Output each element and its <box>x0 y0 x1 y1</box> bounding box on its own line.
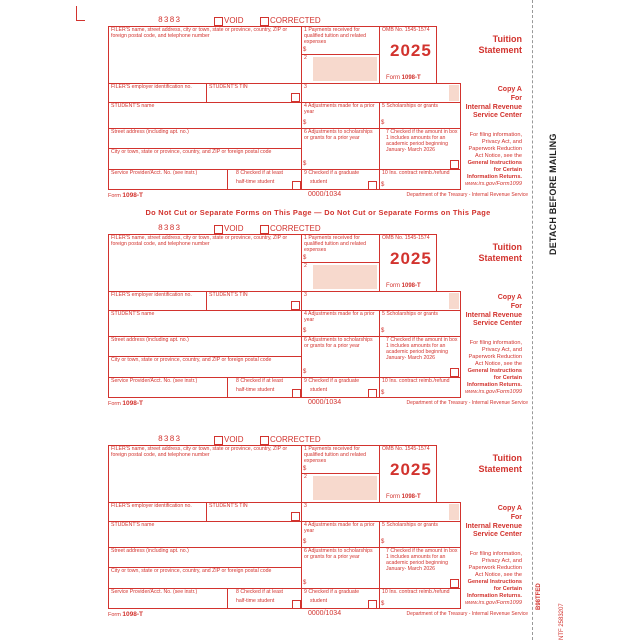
box8-checkbox[interactable] <box>292 389 301 398</box>
student-tin-field[interactable]: STUDENT'S TIN <box>206 502 302 522</box>
box9-graduate: 9 Checked if a graduate student <box>301 588 380 609</box>
perforation-line <box>532 0 533 640</box>
filing-notes: For filing information, Privacy Act, and Paperwork Reduction Act Notice, see the General Instructions for Certain Information Returns. www.irs.gov/Form1099 <box>465 340 522 395</box>
student-name-field[interactable]: STUDENT'S name <box>108 102 302 129</box>
box7-checkbox[interactable] <box>450 160 459 169</box>
box2-field[interactable]: 2 <box>301 473 380 503</box>
box9-graduate: 9 Checked if a graduate student <box>301 377 380 398</box>
form-grid <box>108 234 528 408</box>
box5-scholarships[interactable]: 5 Scholarships or grants $ <box>379 310 461 337</box>
corrected-checkbox[interactable] <box>260 436 269 445</box>
filer-name-field[interactable]: FILER'S name, street address, city or town, state or province, country, ZIP or foreign postal code, and telephone number <box>108 445 302 503</box>
filer-ein-field[interactable]: FILER'S employer identification no. <box>108 291 207 311</box>
void-checkbox[interactable] <box>214 436 223 445</box>
filing-notes: For filing information, Privacy Act, and Paperwork Reduction Act Notice, see the General Instructions for Certain Information Returns. www.irs.gov/Form1099 <box>465 132 522 187</box>
department-text: Department of the Treasury - Internal Revenue Service <box>406 400 528 406</box>
box2-field[interactable]: 2 <box>301 262 380 292</box>
tin-checkbox[interactable] <box>291 512 300 521</box>
year-suffix: 25 <box>410 41 432 60</box>
void-label: VOID <box>224 16 244 25</box>
year-suffix: 25 <box>410 460 432 479</box>
form-copy-3 <box>108 435 528 625</box>
form-header <box>108 16 358 26</box>
form-title: Tuition Statement <box>478 34 522 55</box>
copy-a-label: Copy A For Internal Revenue Service Center <box>465 86 522 120</box>
street-address-field[interactable]: Street address (including apt. no.) <box>108 547 302 568</box>
box8-half-time: 8 Checked if at least half-time student <box>227 588 302 609</box>
form-grid <box>108 445 528 619</box>
tin-checkbox[interactable] <box>291 301 300 310</box>
filer-name-field[interactable]: FILER'S name, street address, city or town, state or province, country, ZIP or foreign postal code, and telephone number <box>108 234 302 292</box>
box8-half-time: 8 Checked if at least half-time student <box>227 377 302 398</box>
corrected-label: CORRECTED <box>270 224 321 233</box>
city-state-field[interactable]: City or town, state or province, country, and ZIP or foreign postal code <box>108 356 302 378</box>
box8-checkbox[interactable] <box>292 181 301 190</box>
box1-payments[interactable]: 1 Payments received for qualified tuition and related expenses $ <box>301 234 380 263</box>
tin-checkbox[interactable] <box>291 93 300 102</box>
service-provider-field[interactable]: Service Provider/Acct. No. (see instr.) <box>108 169 228 190</box>
catalog-number: 0000/1034 <box>308 399 342 406</box>
filer-ein-field[interactable]: FILER'S employer identification no. <box>108 502 207 522</box>
box9-graduate: 9 Checked if a graduate student <box>301 169 380 190</box>
box9-checkbox[interactable] <box>368 600 377 609</box>
box6-adjustments[interactable]: 6 Adjustments to scholarships or grants for a prior year $ <box>301 547 380 589</box>
form-header <box>108 435 358 445</box>
copy-a-label: Copy A For Internal Revenue Service Center <box>465 294 522 328</box>
filing-notes: For filing information, Privacy Act, and Paperwork Reduction Act Notice, see the General Instructions for Certain Information Returns. www.irs.gov/Form1099 <box>465 551 522 606</box>
department-text: Department of the Treasury - Internal Revenue Service <box>406 611 528 617</box>
side-code: NTF 2583207 <box>559 603 565 640</box>
box7-academic-period: 7 Checked if the amount in box 1 includes amounts for an academic period beginning January- March 2026 <box>379 547 461 589</box>
corrected-checkbox[interactable] <box>260 17 269 26</box>
box2-field[interactable]: 2 <box>301 54 380 84</box>
box8-half-time: 8 Checked if at least half-time student <box>227 169 302 190</box>
box4-adjustments[interactable]: 4 Adjustments made for a prior year $ <box>301 102 380 129</box>
box6-adjustments[interactable]: 6 Adjustments to scholarships or grants for a prior year $ <box>301 336 380 378</box>
form-title: Tuition Statement <box>478 242 522 263</box>
student-tin-field[interactable]: STUDENT'S TIN <box>206 291 302 311</box>
detach-instruction: DETACH BEFORE MAILING <box>548 133 558 255</box>
year-prefix: 20 <box>390 249 411 268</box>
box3-field: 3 <box>301 83 461 103</box>
street-address-field[interactable]: Street address (including apt. no.) <box>108 128 302 149</box>
box4-adjustments[interactable]: 4 Adjustments made for a prior year $ <box>301 310 380 337</box>
box4-adjustments[interactable]: 4 Adjustments made for a prior year $ <box>301 521 380 548</box>
box1-payments[interactable]: 1 Payments received for qualified tuition and related expenses $ <box>301 445 380 474</box>
filer-ein-field[interactable]: FILER'S employer identification no. <box>108 83 207 103</box>
side-code-bold: B98TFED <box>536 583 542 610</box>
box1-payments[interactable]: 1 Payments received for qualified tuition and related expenses $ <box>301 26 380 55</box>
box5-scholarships[interactable]: 5 Scholarships or grants $ <box>379 102 461 129</box>
void-label: VOID <box>224 224 244 233</box>
omb-year-box: OMB No. 1545-1574 2025 Form 1098-T <box>379 26 437 84</box>
omb-year-box: OMB No. 1545-1574 2025 Form 1098-T <box>379 234 437 292</box>
form-copy-1 <box>108 16 528 206</box>
box5-scholarships[interactable]: 5 Scholarships or grants $ <box>379 521 461 548</box>
catalog-number: 0000/1034 <box>308 191 342 198</box>
street-address-field[interactable]: Street address (including apt. no.) <box>108 336 302 357</box>
omb-year-box: OMB No. 1545-1574 2025 Form 1098-T <box>379 445 437 503</box>
box7-checkbox[interactable] <box>450 579 459 588</box>
form-code: 8383 <box>158 435 182 444</box>
box10-refund[interactable]: 10 Ins. contract reimb./refund $ <box>379 588 461 609</box>
box7-academic-period: 7 Checked if the amount in box 1 includes amounts for an academic period beginning January- March 2026 <box>379 336 461 378</box>
box10-refund[interactable]: 10 Ins. contract reimb./refund $ <box>379 169 461 190</box>
student-name-field[interactable]: STUDENT'S name <box>108 521 302 548</box>
catalog-number: 0000/1034 <box>308 610 342 617</box>
box10-refund[interactable]: 10 Ins. contract reimb./refund $ <box>379 377 461 398</box>
form-copy-2 <box>108 224 528 414</box>
corrected-label: CORRECTED <box>270 16 321 25</box>
no-cut-warning: Do Not Cut or Separate Forms on This Page — Do Not Cut or Separate Forms on This Page <box>145 208 491 217</box>
city-state-field[interactable]: City or town, state or province, country, and ZIP or foreign postal code <box>108 567 302 589</box>
form-header <box>108 224 358 234</box>
box7-checkbox[interactable] <box>450 368 459 377</box>
corrected-label: CORRECTED <box>270 435 321 444</box>
service-provider-field[interactable]: Service Provider/Acct. No. (see instr.) <box>108 377 228 398</box>
copy-a-label: Copy A For Internal Revenue Service Center <box>465 505 522 539</box>
crop-mark <box>76 6 85 21</box>
box7-academic-period: 7 Checked if the amount in box 1 includes amounts for an academic period beginning January- March 2026 <box>379 128 461 170</box>
department-text: Department of the Treasury - Internal Revenue Service <box>406 192 528 198</box>
form-code: 8383 <box>158 16 182 25</box>
box3-field: 3 <box>301 502 461 522</box>
student-tin-field[interactable]: STUDENT'S TIN <box>206 83 302 103</box>
void-checkbox[interactable] <box>214 17 223 26</box>
form-footer: Form 1098-T 0000/1034 Department of the Treasury - Internal Revenue Service <box>108 610 528 618</box>
void-label: VOID <box>224 435 244 444</box>
filer-name-field[interactable]: FILER'S name, street address, city or town, state or province, country, ZIP or foreign postal code, and telephone number <box>108 26 302 84</box>
form-title: Tuition Statement <box>478 453 522 474</box>
box9-checkbox[interactable] <box>368 389 377 398</box>
box3-field: 3 <box>301 291 461 311</box>
year-suffix: 25 <box>410 249 432 268</box>
corrected-checkbox[interactable] <box>260 225 269 234</box>
service-provider-field[interactable]: Service Provider/Acct. No. (see instr.) <box>108 588 228 609</box>
box9-checkbox[interactable] <box>368 181 377 190</box>
box6-adjustments[interactable]: 6 Adjustments to scholarships or grants for a prior year $ <box>301 128 380 170</box>
form-footer: Form 1098-T 0000/1034 Department of the Treasury - Internal Revenue Service <box>108 191 528 199</box>
year-prefix: 20 <box>390 41 411 60</box>
city-state-field[interactable]: City or town, state or province, country, and ZIP or foreign postal code <box>108 148 302 170</box>
year-prefix: 20 <box>390 460 411 479</box>
box8-checkbox[interactable] <box>292 600 301 609</box>
form-footer: Form 1098-T 0000/1034 Department of the Treasury - Internal Revenue Service <box>108 399 528 407</box>
form-grid <box>108 26 528 200</box>
void-checkbox[interactable] <box>214 225 223 234</box>
form-code: 8383 <box>158 224 182 233</box>
student-name-field[interactable]: STUDENT'S name <box>108 310 302 337</box>
